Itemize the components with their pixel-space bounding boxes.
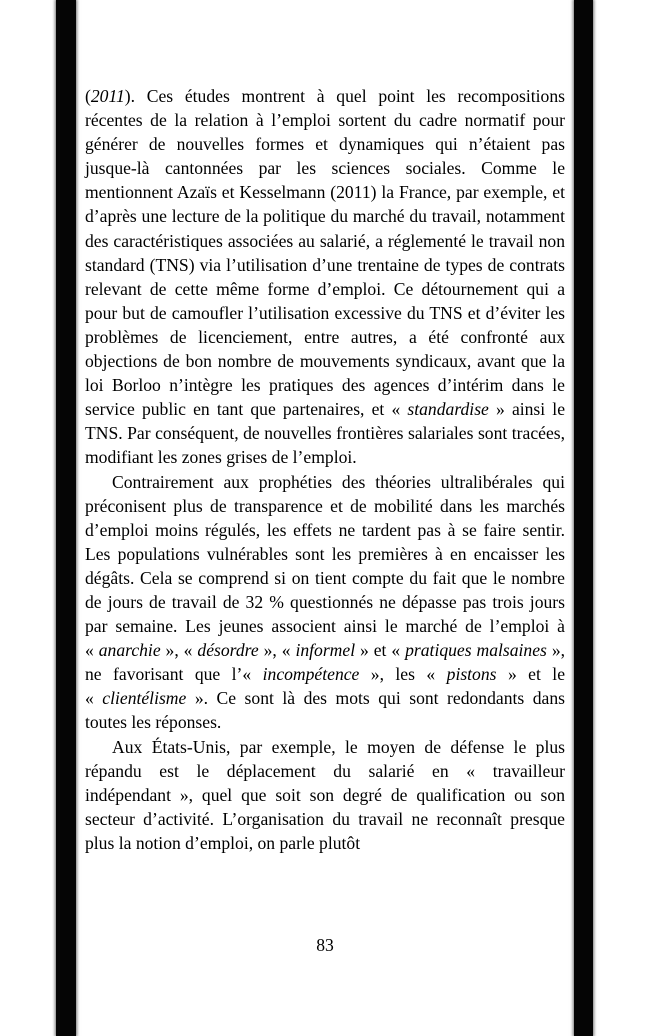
text-run: » et « [355,640,406,661]
italic-text-run: désordre [197,640,259,661]
text-run: », les « [359,664,447,685]
text-run: Aux États-Unis, par exemple, le moyen de défense le plus répandu est le déplacement du salarié en « travailleur indépendant », quel que soit son degré de qualification ou son secteur d’activité. L’organisation du travail ne reconnaît presque plus la notion d’emploi, on parle plutôt [85,736,565,853]
page-number: 83 [316,935,334,955]
italic-text-run: 2011 [90,86,125,106]
text-run: » et le « [85,664,566,709]
text-run: ( [85,86,91,106]
italic-text-run: clientélisme [102,688,187,709]
italic-text-run: incompétence [262,664,360,685]
text-run: », « [160,640,198,661]
paragraph [85,84,565,470]
text-run: », ne favorisant que l’« [85,640,566,685]
text-run: ). Ces études montrent à quel point les recompositions récentes de la relation à l’emploi sortent du cadre normatif pour générer de nouvelles formes et dynamiques qui n’étaient pas jusque-là cantonnées par les sciences sociales. Comme le mentionnent Azaïs et Kesselmann (2011) la France, par exemple, et d’après une lecture de la politique du marché du travail, notamment des caractéristiques associées au salarié, a réglementé le travail non standard (TNS) via l’utilisation d’une trentaine de types de contrats relevant de cette même forme d’emploi. Ce détournement qui a pour but de camoufler l’utilisation excessive du TNS et d’éviter les problèmes de licenciement, entre autres, a été confronté aux objections de bon nombre de mouvements syndicaux, avant que la loi Borloo n’intègre les pratiques des agences d’intérim dans le service public en tant que partenaires, et « [85,86,565,420]
right-page-edge-shadow [574,0,593,1036]
paragraph [85,470,565,735]
italic-text-run: pratiques malsaines [405,640,547,661]
text-run: Contrairement aux prophéties des théories ultralibérales qui préconisent plus de transparence et de mobilité dans les marchés d’emploi moins régulés, les effets ne tardent pas à se faire sentir. Les populations vulnérables sont les premières à en encaisser les dégâts. Cela se comprend si on tient compte du fait que le nombre de jours de travail de 32 % questionnés ne dépasse pas trois jours par semaine. Les jeunes associent ainsi le marché de l’emploi à « [85,471,565,661]
page-text [85,84,565,855]
paragraph [85,735,565,855]
italic-text-run: pistons [446,664,497,685]
italic-text-run: standardise [407,399,489,420]
text-run: ». Ce sont là des mots qui sont redondants dans toutes les réponses. [85,688,565,733]
text-run: », « [258,640,296,661]
italic-text-run: anarchie [98,640,161,661]
left-page-edge-shadow [56,0,76,1036]
italic-text-run: informel [295,640,356,661]
text-run: » ainsi le TNS. Par conséquent, de nouvelles frontières salariales sont tracées, modifiant les zones grises de l’emploi. [85,399,566,468]
